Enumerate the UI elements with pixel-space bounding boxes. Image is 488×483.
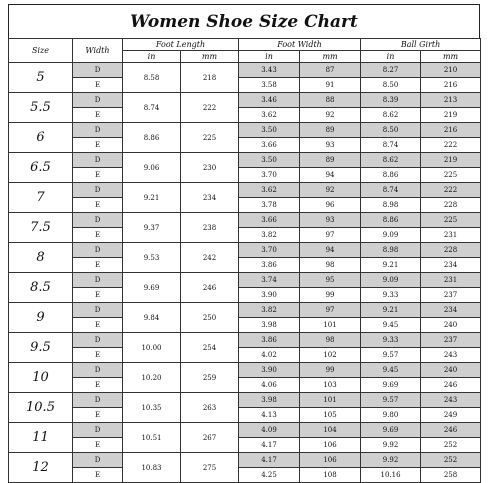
size-cell: 5 bbox=[9, 63, 73, 93]
size-cell: 11 bbox=[9, 423, 73, 453]
ball-girth-mm-cell: 225 bbox=[421, 168, 481, 183]
foot-width-mm-cell: 88 bbox=[300, 93, 361, 108]
size-chart bbox=[8, 4, 480, 483]
table-row bbox=[9, 318, 481, 333]
width-cell: E bbox=[73, 378, 123, 393]
table-row bbox=[9, 288, 481, 303]
header-width: Width bbox=[73, 39, 123, 63]
size-cell: 5.5 bbox=[9, 93, 73, 123]
ball-girth-mm-cell: 213 bbox=[421, 93, 481, 108]
foot-length-mm-cell: 263 bbox=[181, 393, 239, 423]
ball-girth-in-cell: 9.45 bbox=[361, 318, 421, 333]
foot-width-mm-cell: 104 bbox=[300, 423, 361, 438]
header-foot-width-in: in bbox=[239, 51, 300, 63]
table-row bbox=[9, 333, 481, 348]
table-row bbox=[9, 363, 481, 378]
ball-girth-in-cell: 9.57 bbox=[361, 393, 421, 408]
foot-width-mm-cell: 87 bbox=[300, 63, 361, 78]
size-cell: 10.5 bbox=[9, 393, 73, 423]
foot-length-mm-cell: 267 bbox=[181, 423, 239, 453]
foot-length-mm-cell: 230 bbox=[181, 153, 239, 183]
foot-width-in-cell: 3.50 bbox=[239, 123, 300, 138]
width-cell: D bbox=[73, 93, 123, 108]
foot-width-mm-cell: 103 bbox=[300, 378, 361, 393]
table-row bbox=[9, 468, 481, 483]
width-cell: E bbox=[73, 288, 123, 303]
ball-girth-mm-cell: 252 bbox=[421, 453, 481, 468]
ball-girth-mm-cell: 243 bbox=[421, 393, 481, 408]
ball-girth-mm-cell: 210 bbox=[421, 63, 481, 78]
foot-length-in-cell: 9.37 bbox=[123, 213, 181, 243]
width-cell: E bbox=[73, 258, 123, 273]
table-row bbox=[9, 423, 481, 438]
width-cell: D bbox=[73, 273, 123, 288]
ball-girth-mm-cell: 231 bbox=[421, 228, 481, 243]
width-cell: E bbox=[73, 228, 123, 243]
foot-width-in-cell: 3.78 bbox=[239, 198, 300, 213]
foot-width-in-cell: 3.82 bbox=[239, 303, 300, 318]
width-cell: D bbox=[73, 213, 123, 228]
ball-girth-in-cell: 9.69 bbox=[361, 423, 421, 438]
header-foot-length-in: in bbox=[123, 51, 181, 63]
foot-width-mm-cell: 98 bbox=[300, 258, 361, 273]
width-cell: E bbox=[73, 408, 123, 423]
ball-girth-in-cell: 8.50 bbox=[361, 123, 421, 138]
foot-width-in-cell: 3.90 bbox=[239, 288, 300, 303]
ball-girth-mm-cell: 237 bbox=[421, 333, 481, 348]
table-row bbox=[9, 273, 481, 288]
foot-width-mm-cell: 93 bbox=[300, 138, 361, 153]
foot-width-in-cell: 3.46 bbox=[239, 93, 300, 108]
foot-width-mm-cell: 94 bbox=[300, 243, 361, 258]
foot-width-mm-cell: 98 bbox=[300, 333, 361, 348]
foot-width-in-cell: 3.70 bbox=[239, 168, 300, 183]
table-row bbox=[9, 183, 481, 198]
foot-length-in-cell: 9.21 bbox=[123, 183, 181, 213]
width-cell: D bbox=[73, 153, 123, 168]
ball-girth-in-cell: 8.62 bbox=[361, 108, 421, 123]
foot-width-in-cell: 4.13 bbox=[239, 408, 300, 423]
foot-width-in-cell: 3.62 bbox=[239, 108, 300, 123]
table-row bbox=[9, 303, 481, 318]
foot-length-in-cell: 9.84 bbox=[123, 303, 181, 333]
width-cell: D bbox=[73, 423, 123, 438]
width-cell: E bbox=[73, 168, 123, 183]
header-ball-girth-mm: mm bbox=[421, 51, 481, 63]
ball-girth-mm-cell: 237 bbox=[421, 288, 481, 303]
foot-width-mm-cell: 89 bbox=[300, 123, 361, 138]
header-size: Size bbox=[9, 39, 73, 63]
foot-length-in-cell: 8.74 bbox=[123, 93, 181, 123]
table-row bbox=[9, 408, 481, 423]
header-ball-girth: Ball Girth bbox=[361, 39, 481, 51]
foot-width-mm-cell: 92 bbox=[300, 183, 361, 198]
foot-width-in-cell: 3.86 bbox=[239, 333, 300, 348]
foot-length-mm-cell: 246 bbox=[181, 273, 239, 303]
ball-girth-mm-cell: 246 bbox=[421, 423, 481, 438]
ball-girth-mm-cell: 216 bbox=[421, 123, 481, 138]
width-cell: D bbox=[73, 63, 123, 78]
ball-girth-in-cell: 8.86 bbox=[361, 213, 421, 228]
size-cell: 6.5 bbox=[9, 153, 73, 183]
width-cell: E bbox=[73, 438, 123, 453]
foot-width-mm-cell: 101 bbox=[300, 318, 361, 333]
table-row bbox=[9, 243, 481, 258]
foot-width-in-cell: 3.62 bbox=[239, 183, 300, 198]
ball-girth-mm-cell: 246 bbox=[421, 378, 481, 393]
ball-girth-mm-cell: 243 bbox=[421, 348, 481, 363]
foot-width-mm-cell: 97 bbox=[300, 303, 361, 318]
ball-girth-mm-cell: 228 bbox=[421, 198, 481, 213]
width-cell: D bbox=[73, 393, 123, 408]
foot-length-in-cell: 8.86 bbox=[123, 123, 181, 153]
foot-length-in-cell: 10.00 bbox=[123, 333, 181, 363]
foot-width-mm-cell: 99 bbox=[300, 363, 361, 378]
ball-girth-in-cell: 9.33 bbox=[361, 333, 421, 348]
width-cell: D bbox=[73, 453, 123, 468]
ball-girth-mm-cell: 231 bbox=[421, 273, 481, 288]
ball-girth-in-cell: 9.69 bbox=[361, 378, 421, 393]
size-cell: 6 bbox=[9, 123, 73, 153]
foot-length-in-cell: 10.35 bbox=[123, 393, 181, 423]
table-row bbox=[9, 138, 481, 153]
table-row bbox=[9, 213, 481, 228]
table-row bbox=[9, 438, 481, 453]
table-row bbox=[9, 123, 481, 138]
foot-length-mm-cell: 259 bbox=[181, 363, 239, 393]
foot-width-in-cell: 3.70 bbox=[239, 243, 300, 258]
foot-length-mm-cell: 225 bbox=[181, 123, 239, 153]
ball-girth-in-cell: 9.09 bbox=[361, 228, 421, 243]
foot-length-mm-cell: 254 bbox=[181, 333, 239, 363]
foot-length-mm-cell: 222 bbox=[181, 93, 239, 123]
table-row bbox=[9, 453, 481, 468]
foot-length-in-cell: 9.53 bbox=[123, 243, 181, 273]
ball-girth-in-cell: 8.98 bbox=[361, 198, 421, 213]
foot-width-in-cell: 3.66 bbox=[239, 213, 300, 228]
foot-length-mm-cell: 238 bbox=[181, 213, 239, 243]
table-row bbox=[9, 108, 481, 123]
ball-girth-mm-cell: 258 bbox=[421, 468, 481, 483]
size-table bbox=[8, 38, 481, 483]
table-row bbox=[9, 228, 481, 243]
size-cell: 9 bbox=[9, 303, 73, 333]
size-cell: 12 bbox=[9, 453, 73, 483]
ball-girth-mm-cell: 249 bbox=[421, 408, 481, 423]
foot-width-mm-cell: 105 bbox=[300, 408, 361, 423]
foot-width-in-cell: 4.09 bbox=[239, 423, 300, 438]
foot-width-in-cell: 4.17 bbox=[239, 453, 300, 468]
foot-width-mm-cell: 106 bbox=[300, 453, 361, 468]
width-cell: D bbox=[73, 303, 123, 318]
foot-length-mm-cell: 234 bbox=[181, 183, 239, 213]
foot-length-in-cell: 9.69 bbox=[123, 273, 181, 303]
foot-length-in-cell: 8.58 bbox=[123, 63, 181, 93]
foot-width-mm-cell: 101 bbox=[300, 393, 361, 408]
chart-title: Women Shoe Size Chart bbox=[8, 4, 480, 38]
ball-girth-in-cell: 8.39 bbox=[361, 93, 421, 108]
foot-length-mm-cell: 275 bbox=[181, 453, 239, 483]
width-cell: E bbox=[73, 318, 123, 333]
ball-girth-in-cell: 9.45 bbox=[361, 363, 421, 378]
foot-length-mm-cell: 218 bbox=[181, 63, 239, 93]
width-cell: E bbox=[73, 348, 123, 363]
ball-girth-mm-cell: 234 bbox=[421, 258, 481, 273]
width-cell: D bbox=[73, 123, 123, 138]
header-foot-width: Foot Width bbox=[239, 39, 361, 51]
foot-width-in-cell: 3.58 bbox=[239, 78, 300, 93]
foot-length-in-cell: 10.51 bbox=[123, 423, 181, 453]
foot-width-in-cell: 4.17 bbox=[239, 438, 300, 453]
foot-width-in-cell: 3.50 bbox=[239, 153, 300, 168]
table-row bbox=[9, 378, 481, 393]
foot-width-mm-cell: 97 bbox=[300, 228, 361, 243]
ball-girth-in-cell: 8.27 bbox=[361, 63, 421, 78]
width-cell: E bbox=[73, 108, 123, 123]
foot-length-mm-cell: 242 bbox=[181, 243, 239, 273]
size-cell: 10 bbox=[9, 363, 73, 393]
width-cell: D bbox=[73, 183, 123, 198]
ball-girth-in-cell: 9.57 bbox=[361, 348, 421, 363]
header-foot-width-mm: mm bbox=[300, 51, 361, 63]
ball-girth-in-cell: 8.98 bbox=[361, 243, 421, 258]
ball-girth-mm-cell: 252 bbox=[421, 438, 481, 453]
size-cell: 7.5 bbox=[9, 213, 73, 243]
ball-girth-in-cell: 8.50 bbox=[361, 78, 421, 93]
ball-girth-mm-cell: 234 bbox=[421, 303, 481, 318]
foot-width-in-cell: 3.90 bbox=[239, 363, 300, 378]
foot-length-in-cell: 10.20 bbox=[123, 363, 181, 393]
ball-girth-in-cell: 9.21 bbox=[361, 258, 421, 273]
foot-width-in-cell: 3.98 bbox=[239, 318, 300, 333]
size-cell: 8.5 bbox=[9, 273, 73, 303]
width-cell: E bbox=[73, 468, 123, 483]
foot-width-in-cell: 3.74 bbox=[239, 273, 300, 288]
ball-girth-in-cell: 9.92 bbox=[361, 453, 421, 468]
foot-width-mm-cell: 106 bbox=[300, 438, 361, 453]
foot-width-mm-cell: 102 bbox=[300, 348, 361, 363]
table-row bbox=[9, 153, 481, 168]
ball-girth-mm-cell: 222 bbox=[421, 183, 481, 198]
width-cell: E bbox=[73, 198, 123, 213]
width-cell: D bbox=[73, 243, 123, 258]
table-row bbox=[9, 168, 481, 183]
table-body bbox=[9, 63, 481, 483]
size-cell: 8 bbox=[9, 243, 73, 273]
foot-width-in-cell: 3.43 bbox=[239, 63, 300, 78]
width-cell: D bbox=[73, 333, 123, 348]
ball-girth-in-cell: 8.86 bbox=[361, 168, 421, 183]
foot-width-mm-cell: 92 bbox=[300, 108, 361, 123]
foot-width-mm-cell: 91 bbox=[300, 78, 361, 93]
table-row bbox=[9, 393, 481, 408]
foot-width-in-cell: 3.98 bbox=[239, 393, 300, 408]
ball-girth-in-cell: 8.74 bbox=[361, 183, 421, 198]
foot-width-mm-cell: 99 bbox=[300, 288, 361, 303]
ball-girth-in-cell: 9.33 bbox=[361, 288, 421, 303]
size-cell: 9.5 bbox=[9, 333, 73, 363]
ball-girth-mm-cell: 216 bbox=[421, 78, 481, 93]
ball-girth-mm-cell: 228 bbox=[421, 243, 481, 258]
ball-girth-in-cell: 10.16 bbox=[361, 468, 421, 483]
foot-width-mm-cell: 96 bbox=[300, 198, 361, 213]
header-foot-length-mm: mm bbox=[181, 51, 239, 63]
foot-width-in-cell: 3.86 bbox=[239, 258, 300, 273]
foot-length-in-cell: 9.06 bbox=[123, 153, 181, 183]
ball-girth-mm-cell: 240 bbox=[421, 363, 481, 378]
ball-girth-in-cell: 8.62 bbox=[361, 153, 421, 168]
ball-girth-mm-cell: 219 bbox=[421, 153, 481, 168]
ball-girth-mm-cell: 240 bbox=[421, 318, 481, 333]
foot-width-in-cell: 3.66 bbox=[239, 138, 300, 153]
foot-length-in-cell: 10.83 bbox=[123, 453, 181, 483]
ball-girth-in-cell: 9.80 bbox=[361, 408, 421, 423]
ball-girth-mm-cell: 219 bbox=[421, 108, 481, 123]
foot-width-mm-cell: 94 bbox=[300, 168, 361, 183]
ball-girth-mm-cell: 222 bbox=[421, 138, 481, 153]
ball-girth-in-cell: 8.74 bbox=[361, 138, 421, 153]
foot-width-mm-cell: 93 bbox=[300, 213, 361, 228]
foot-length-mm-cell: 250 bbox=[181, 303, 239, 333]
foot-width-in-cell: 4.06 bbox=[239, 378, 300, 393]
foot-width-mm-cell: 95 bbox=[300, 273, 361, 288]
ball-girth-in-cell: 9.92 bbox=[361, 438, 421, 453]
width-cell: D bbox=[73, 363, 123, 378]
header-ball-girth-in: in bbox=[361, 51, 421, 63]
size-cell: 7 bbox=[9, 183, 73, 213]
ball-girth-in-cell: 9.21 bbox=[361, 303, 421, 318]
foot-width-in-cell: 4.02 bbox=[239, 348, 300, 363]
header-foot-length: Foot Length bbox=[123, 39, 239, 51]
table-row bbox=[9, 93, 481, 108]
table-row bbox=[9, 198, 481, 213]
foot-width-in-cell: 3.82 bbox=[239, 228, 300, 243]
foot-width-mm-cell: 89 bbox=[300, 153, 361, 168]
ball-girth-mm-cell: 225 bbox=[421, 213, 481, 228]
width-cell: E bbox=[73, 138, 123, 153]
foot-width-mm-cell: 108 bbox=[300, 468, 361, 483]
ball-girth-in-cell: 9.09 bbox=[361, 273, 421, 288]
table-row bbox=[9, 78, 481, 93]
width-cell: E bbox=[73, 78, 123, 93]
foot-width-in-cell: 4.25 bbox=[239, 468, 300, 483]
table-row bbox=[9, 258, 481, 273]
table-row bbox=[9, 63, 481, 78]
table-row bbox=[9, 348, 481, 363]
